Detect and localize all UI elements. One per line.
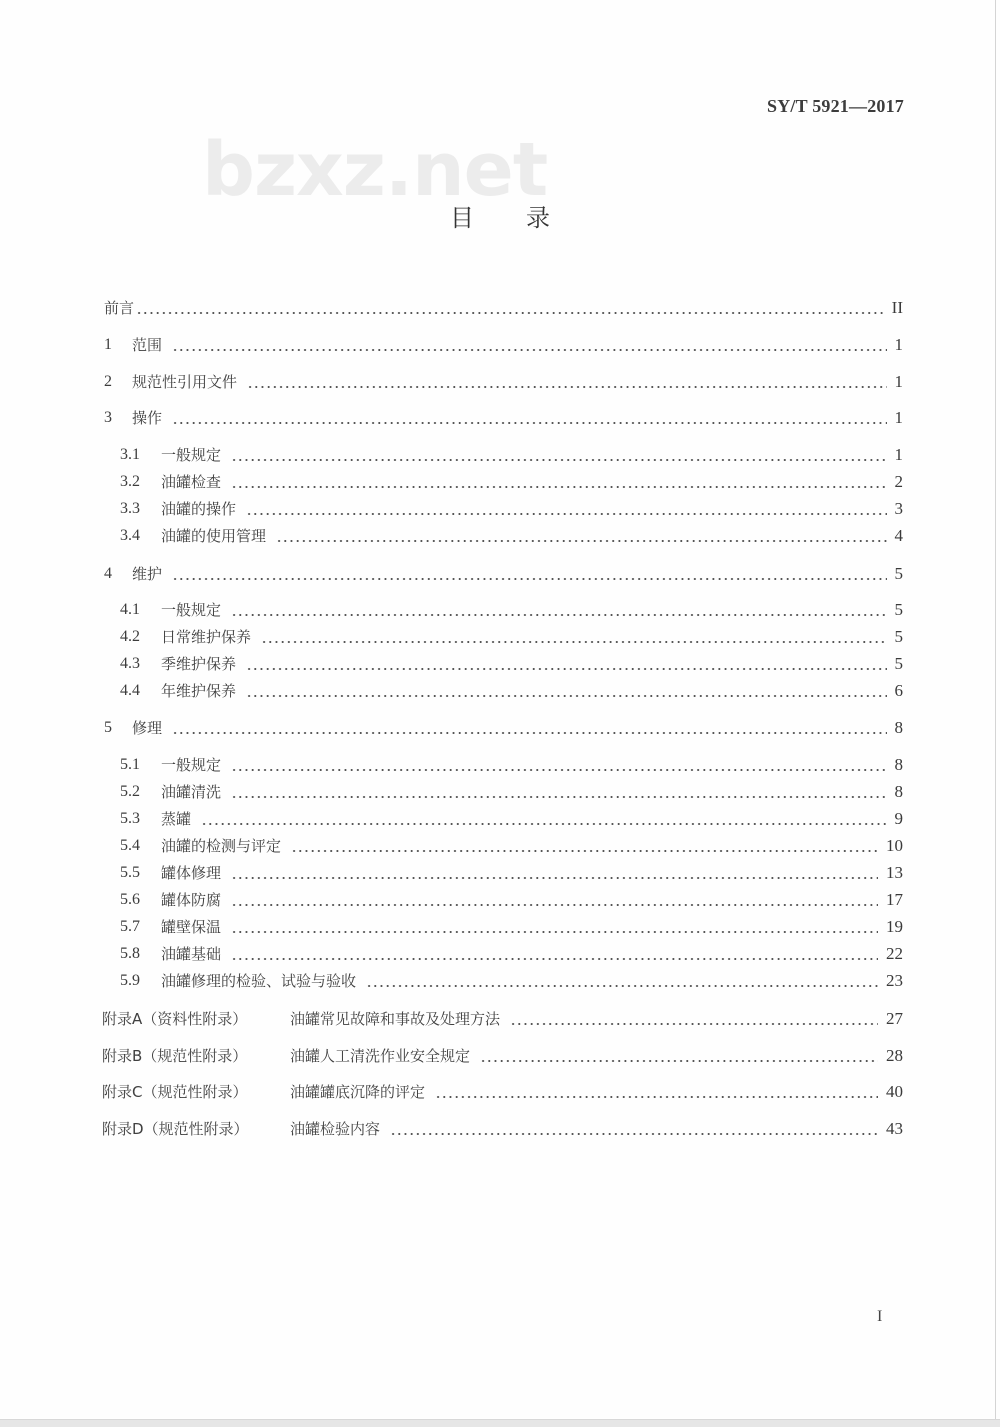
toc-entry-label: 范围 xyxy=(132,336,163,354)
dot-leader xyxy=(435,1082,878,1102)
toc-entry-page: 28 xyxy=(886,1046,903,1065)
toc-entry-page: 22 xyxy=(886,944,903,963)
toc-entry-number: 2 xyxy=(104,373,112,390)
dot-leader xyxy=(231,600,886,620)
toc-entry-label: 油罐检查 xyxy=(161,473,222,491)
toc-entry-page: 10 xyxy=(886,836,903,855)
toc-entry-page: 43 xyxy=(886,1119,903,1138)
dot-leader xyxy=(390,1119,878,1139)
toc-entry-number: 4.1 xyxy=(120,601,140,618)
toc-entry-page: 4 xyxy=(894,526,903,545)
dot-leader xyxy=(366,971,878,991)
toc-entry-page: 1 xyxy=(894,445,903,464)
dot-leader xyxy=(172,335,886,355)
toc-entry[interactable] xyxy=(104,560,903,584)
toc-entry[interactable] xyxy=(120,677,903,701)
toc-entry[interactable] xyxy=(120,886,903,910)
watermark: bzxz.net xyxy=(202,127,548,213)
toc-entry-number: 4.3 xyxy=(120,655,140,672)
toc-entry-number: 附录A（资料性附录） xyxy=(102,1010,248,1028)
toc-entry-number: 5 xyxy=(104,719,112,736)
toc-entry[interactable] xyxy=(120,596,903,620)
dot-leader xyxy=(246,499,886,519)
dot-leader xyxy=(276,526,886,546)
toc-entry-page: 23 xyxy=(886,971,903,990)
toc-entry-page: 13 xyxy=(886,863,903,882)
toc-entry-page: 1 xyxy=(894,372,903,391)
toc-entry-label: 维护 xyxy=(132,565,163,583)
toc-entry[interactable] xyxy=(120,859,903,883)
toc-entry-page: 8 xyxy=(894,782,903,801)
toc-entry[interactable] xyxy=(102,1078,903,1102)
dot-leader xyxy=(261,627,886,647)
toc-entry-label: 日常维护保养 xyxy=(161,628,252,646)
toc-entry-number: 3.4 xyxy=(120,527,140,544)
toc-entry-page: 9 xyxy=(894,809,903,828)
toc-entry-number: 1 xyxy=(104,336,112,353)
toc-entry-page: 5 xyxy=(894,627,903,646)
toc-entry-number: 5.8 xyxy=(120,945,140,962)
toc-entry-page: 1 xyxy=(894,408,903,427)
dot-leader xyxy=(480,1046,878,1066)
toc-entry-number: 3.3 xyxy=(120,500,140,517)
dot-leader xyxy=(246,654,886,674)
toc-entry-label: 规范性引用文件 xyxy=(132,373,238,391)
toc-entry-page: 8 xyxy=(894,718,903,737)
toc-entry-page: 5 xyxy=(894,564,903,583)
toc-entry-page: 40 xyxy=(886,1082,903,1101)
toc-entry-number: 4 xyxy=(104,565,112,582)
toc-entry-label: 年维护保养 xyxy=(161,682,237,700)
dot-leader xyxy=(231,472,886,492)
toc-entry-label: 季维护保养 xyxy=(161,655,237,673)
dot-leader xyxy=(231,445,886,465)
dot-leader xyxy=(291,836,878,856)
toc-entry[interactable] xyxy=(102,1042,903,1066)
toc-entry-page: 8 xyxy=(894,755,903,774)
toc-entry-number: 5.5 xyxy=(120,864,140,881)
toc-entry-page: 17 xyxy=(886,890,903,909)
toc-entry-number: 5.6 xyxy=(120,891,140,908)
toc-entry[interactable] xyxy=(120,967,903,991)
standard-code: SY/T 5921—2017 xyxy=(767,96,904,116)
toc-entry[interactable] xyxy=(102,1115,903,1139)
toc-entry[interactable] xyxy=(120,913,903,937)
toc-entry-label: 蒸罐 xyxy=(161,810,192,828)
toc-entry-page: 2 xyxy=(894,472,903,491)
toc-entry-number: 5.3 xyxy=(120,810,140,827)
toc-entry-page: 19 xyxy=(886,917,903,936)
dot-leader xyxy=(201,809,886,829)
dot-leader xyxy=(231,917,878,937)
toc-entry-label: 油罐清洗 xyxy=(161,783,222,801)
dot-leader xyxy=(231,944,878,964)
toc-entry[interactable] xyxy=(104,368,903,392)
dot-leader xyxy=(172,718,886,738)
dot-leader xyxy=(231,782,886,802)
toc-entry-label: 罐体修理 xyxy=(161,864,222,882)
toc-entry-label: 油罐修理的检验、试验与验收 xyxy=(161,972,357,990)
page-number: I xyxy=(877,1308,883,1325)
toc-entry-number: 5.2 xyxy=(120,783,140,800)
toc-entry-label: 罐壁保温 xyxy=(161,918,222,936)
toc-entry[interactable] xyxy=(104,714,903,738)
toc-entry-label: 油罐的检测与评定 xyxy=(161,837,282,855)
page-edge-right xyxy=(995,0,996,1420)
toc-entry[interactable] xyxy=(104,404,903,428)
toc-entry-label: 油罐常见故障和事故及处理方法 xyxy=(290,1010,501,1028)
page-edge-bottom xyxy=(0,1419,1000,1427)
dot-leader xyxy=(231,755,886,775)
toc-entry-label: 油罐罐底沉降的评定 xyxy=(290,1083,426,1101)
dot-leader xyxy=(246,681,886,701)
toc-entry-number: 附录B（规范性附录） xyxy=(102,1047,248,1065)
toc-entry-label: 一般规定 xyxy=(161,446,222,464)
toc-entry[interactable] xyxy=(102,1005,903,1029)
toc-entry-page: 5 xyxy=(894,654,903,673)
toc-entry-number: 附录D（规范性附录） xyxy=(102,1120,249,1138)
toc-entry-page: 5 xyxy=(894,600,903,619)
toc-entry-label: 油罐人工清洗作业安全规定 xyxy=(290,1047,471,1065)
toc-entry[interactable] xyxy=(120,441,903,465)
toc-entry-page: 27 xyxy=(886,1009,903,1028)
toc-entry-page: 3 xyxy=(894,499,903,518)
toc-entry[interactable] xyxy=(104,294,903,318)
toc-entry-page: II xyxy=(891,298,903,317)
dot-leader xyxy=(510,1009,878,1029)
toc-entry[interactable] xyxy=(120,495,903,519)
toc-entry-label: 修理 xyxy=(132,719,163,737)
dot-leader xyxy=(172,564,886,584)
toc-entry[interactable] xyxy=(120,778,903,802)
toc-entry-label: 一般规定 xyxy=(161,601,222,619)
toc-entry-number: 3 xyxy=(104,409,112,426)
toc-entry-page: 1 xyxy=(894,335,903,354)
toc-entry[interactable] xyxy=(120,832,903,856)
toc-entry-number: 附录C（规范性附录） xyxy=(102,1083,248,1101)
toc-entry-number: 5.9 xyxy=(120,972,140,989)
toc-entry[interactable] xyxy=(120,751,903,775)
dot-leader xyxy=(172,408,886,428)
toc-entry-label: 操作 xyxy=(132,409,163,427)
toc-entry-label: 油罐基础 xyxy=(161,945,222,963)
toc-entry[interactable] xyxy=(120,522,903,546)
toc-entry-page: 6 xyxy=(894,681,903,700)
toc-entry-label: 油罐的操作 xyxy=(161,500,237,518)
toc-entry-number: 4.4 xyxy=(120,682,140,699)
toc-entry[interactable] xyxy=(104,331,903,355)
toc-entry[interactable] xyxy=(120,468,903,492)
toc-title: 目录 xyxy=(450,204,602,232)
toc-entry-number: 4.2 xyxy=(120,628,140,645)
toc-entry[interactable] xyxy=(120,805,903,829)
toc-entry-number: 5.4 xyxy=(120,837,140,854)
toc-entry[interactable] xyxy=(120,940,903,964)
toc-entry[interactable] xyxy=(120,623,903,647)
toc-entry-label: 罐体防腐 xyxy=(161,891,222,909)
dot-leader xyxy=(136,298,884,318)
dot-leader xyxy=(231,863,878,883)
toc-entry-label: 油罐检验内容 xyxy=(290,1120,381,1138)
toc-entry-number: 3.1 xyxy=(120,446,140,463)
toc-entry-label: 油罐的使用管理 xyxy=(161,527,267,545)
toc-entry-number: 5.1 xyxy=(120,756,140,773)
toc-entry-number: 3.2 xyxy=(120,473,140,490)
dot-leader xyxy=(247,372,886,392)
dot-leader xyxy=(231,890,878,910)
toc-entry-label: 一般规定 xyxy=(161,756,222,774)
toc-entry-number: 5.7 xyxy=(120,918,140,935)
toc-entry[interactable] xyxy=(120,650,903,674)
toc-entry-label: 前言 xyxy=(104,299,135,317)
